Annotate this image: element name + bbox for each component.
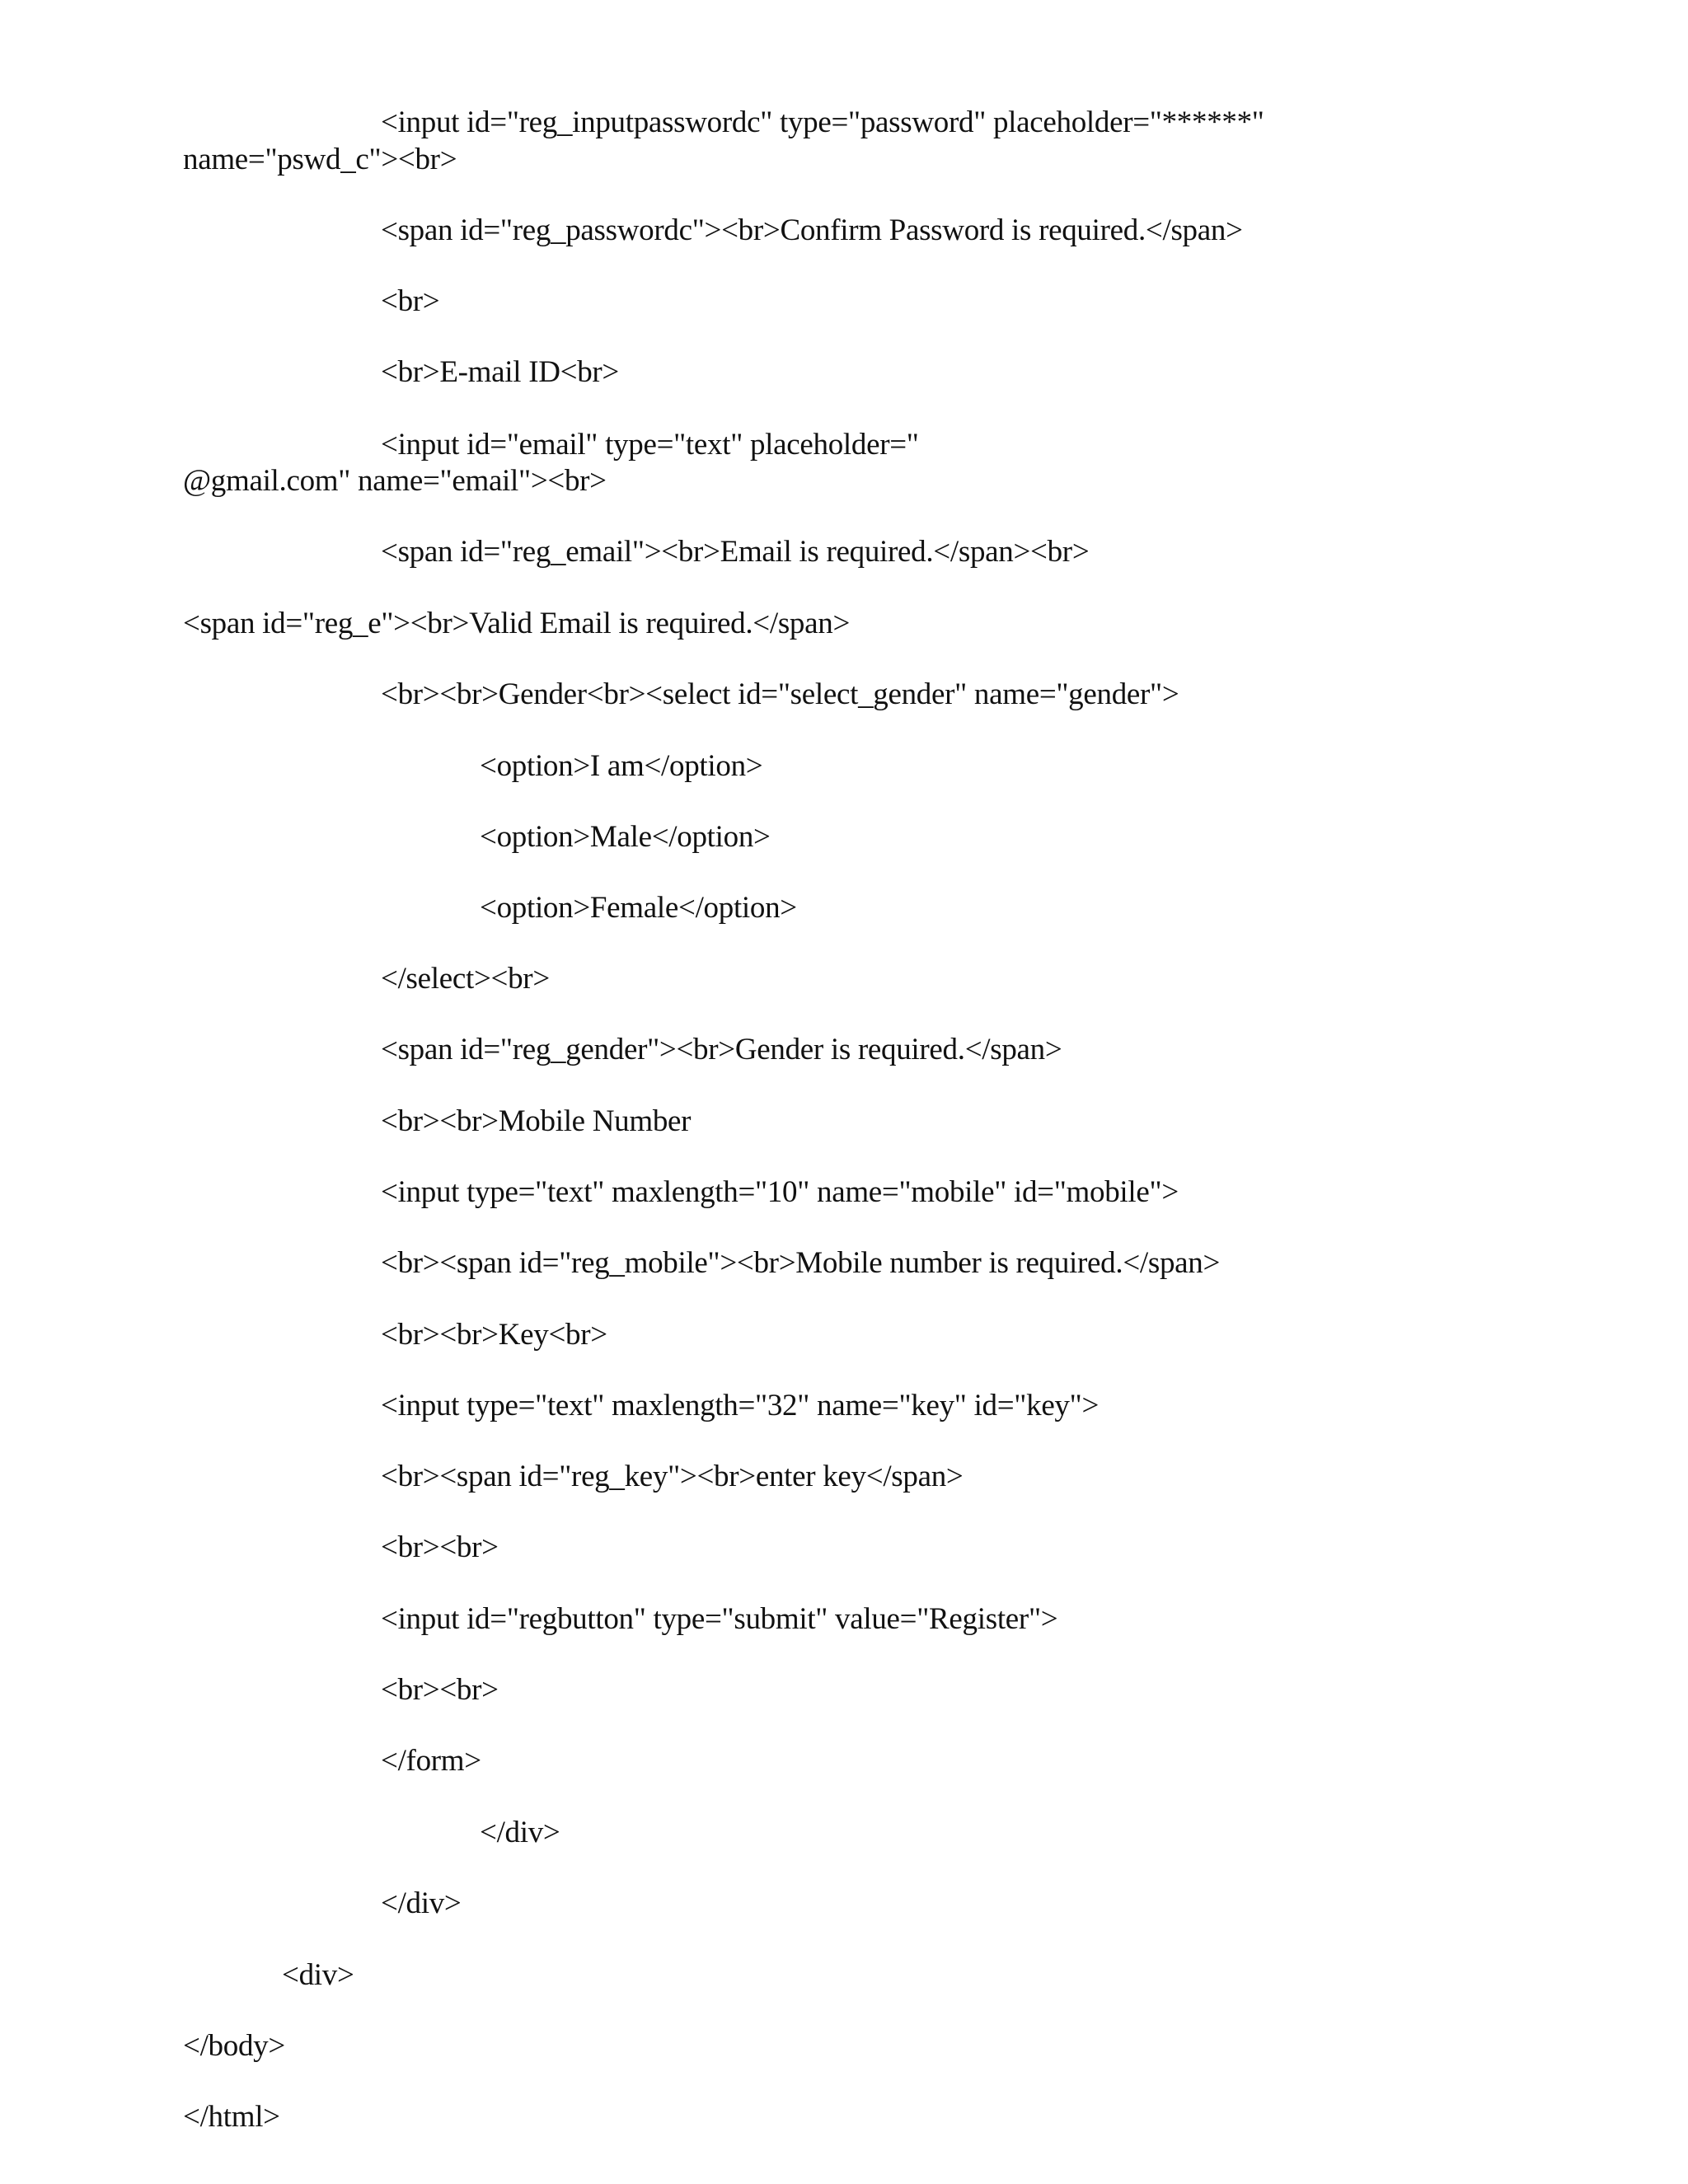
code-line: <input type="text" maxlength="32" name="key" id="key"> bbox=[381, 1389, 1100, 1422]
code-line: <option>Male</option> bbox=[480, 820, 771, 854]
code-line: <br><br> bbox=[381, 1530, 499, 1564]
code-line: <br><br> bbox=[381, 1673, 499, 1707]
code-line: name="pswd_c"><br> bbox=[183, 143, 457, 176]
code-line: <br><br>Key<br> bbox=[381, 1318, 607, 1352]
code-line: <span id="reg_email"><br>Email is required.</span><br> bbox=[381, 535, 1090, 569]
code-line: <input type="text" maxlength="10" name="mobile" id="mobile"> bbox=[381, 1175, 1179, 1209]
code-line: <option>I am</option> bbox=[480, 749, 763, 783]
code-line: <input id="reg_inputpasswordc" type="password" placeholder="******" bbox=[381, 105, 1264, 139]
code-line: <input id="email" type="text" placeholder=" bbox=[381, 428, 919, 462]
code-line: <br> bbox=[381, 284, 440, 318]
code-line: </html> bbox=[183, 2100, 280, 2134]
code-line: <span id="reg_passwordc"><br>Confirm Password is required.</span> bbox=[381, 213, 1243, 247]
code-line: <input id="regbutton" type="submit" value="Register"> bbox=[381, 1602, 1058, 1636]
code-line: <br><span id="reg_mobile"><br>Mobile number is required.</span> bbox=[381, 1246, 1221, 1280]
code-line: </body> bbox=[183, 2029, 285, 2063]
code-line: <br><br>Gender<br><select id="select_gender" name="gender"> bbox=[381, 677, 1179, 711]
code-line: <div> bbox=[282, 1958, 354, 1992]
code-line: <span id="reg_e"><br>Valid Email is required.</span> bbox=[183, 607, 851, 640]
code-line: </div> bbox=[480, 1816, 560, 1849]
code-line: </select><br> bbox=[381, 962, 550, 996]
code-line: <br><br>Mobile Number bbox=[381, 1104, 692, 1138]
code-line: @gmail.com" name="email"><br> bbox=[183, 464, 607, 498]
code-line: <span id="reg_gender"><br>Gender is required.</span> bbox=[381, 1033, 1062, 1066]
code-line: </div> bbox=[381, 1886, 462, 1920]
code-line: <option>Female</option> bbox=[480, 891, 797, 925]
code-line: <br>E-mail ID<br> bbox=[381, 355, 619, 389]
code-line: <br><span id="reg_key"><br>enter key</span> bbox=[381, 1460, 964, 1493]
code-line: </form> bbox=[381, 1744, 481, 1778]
